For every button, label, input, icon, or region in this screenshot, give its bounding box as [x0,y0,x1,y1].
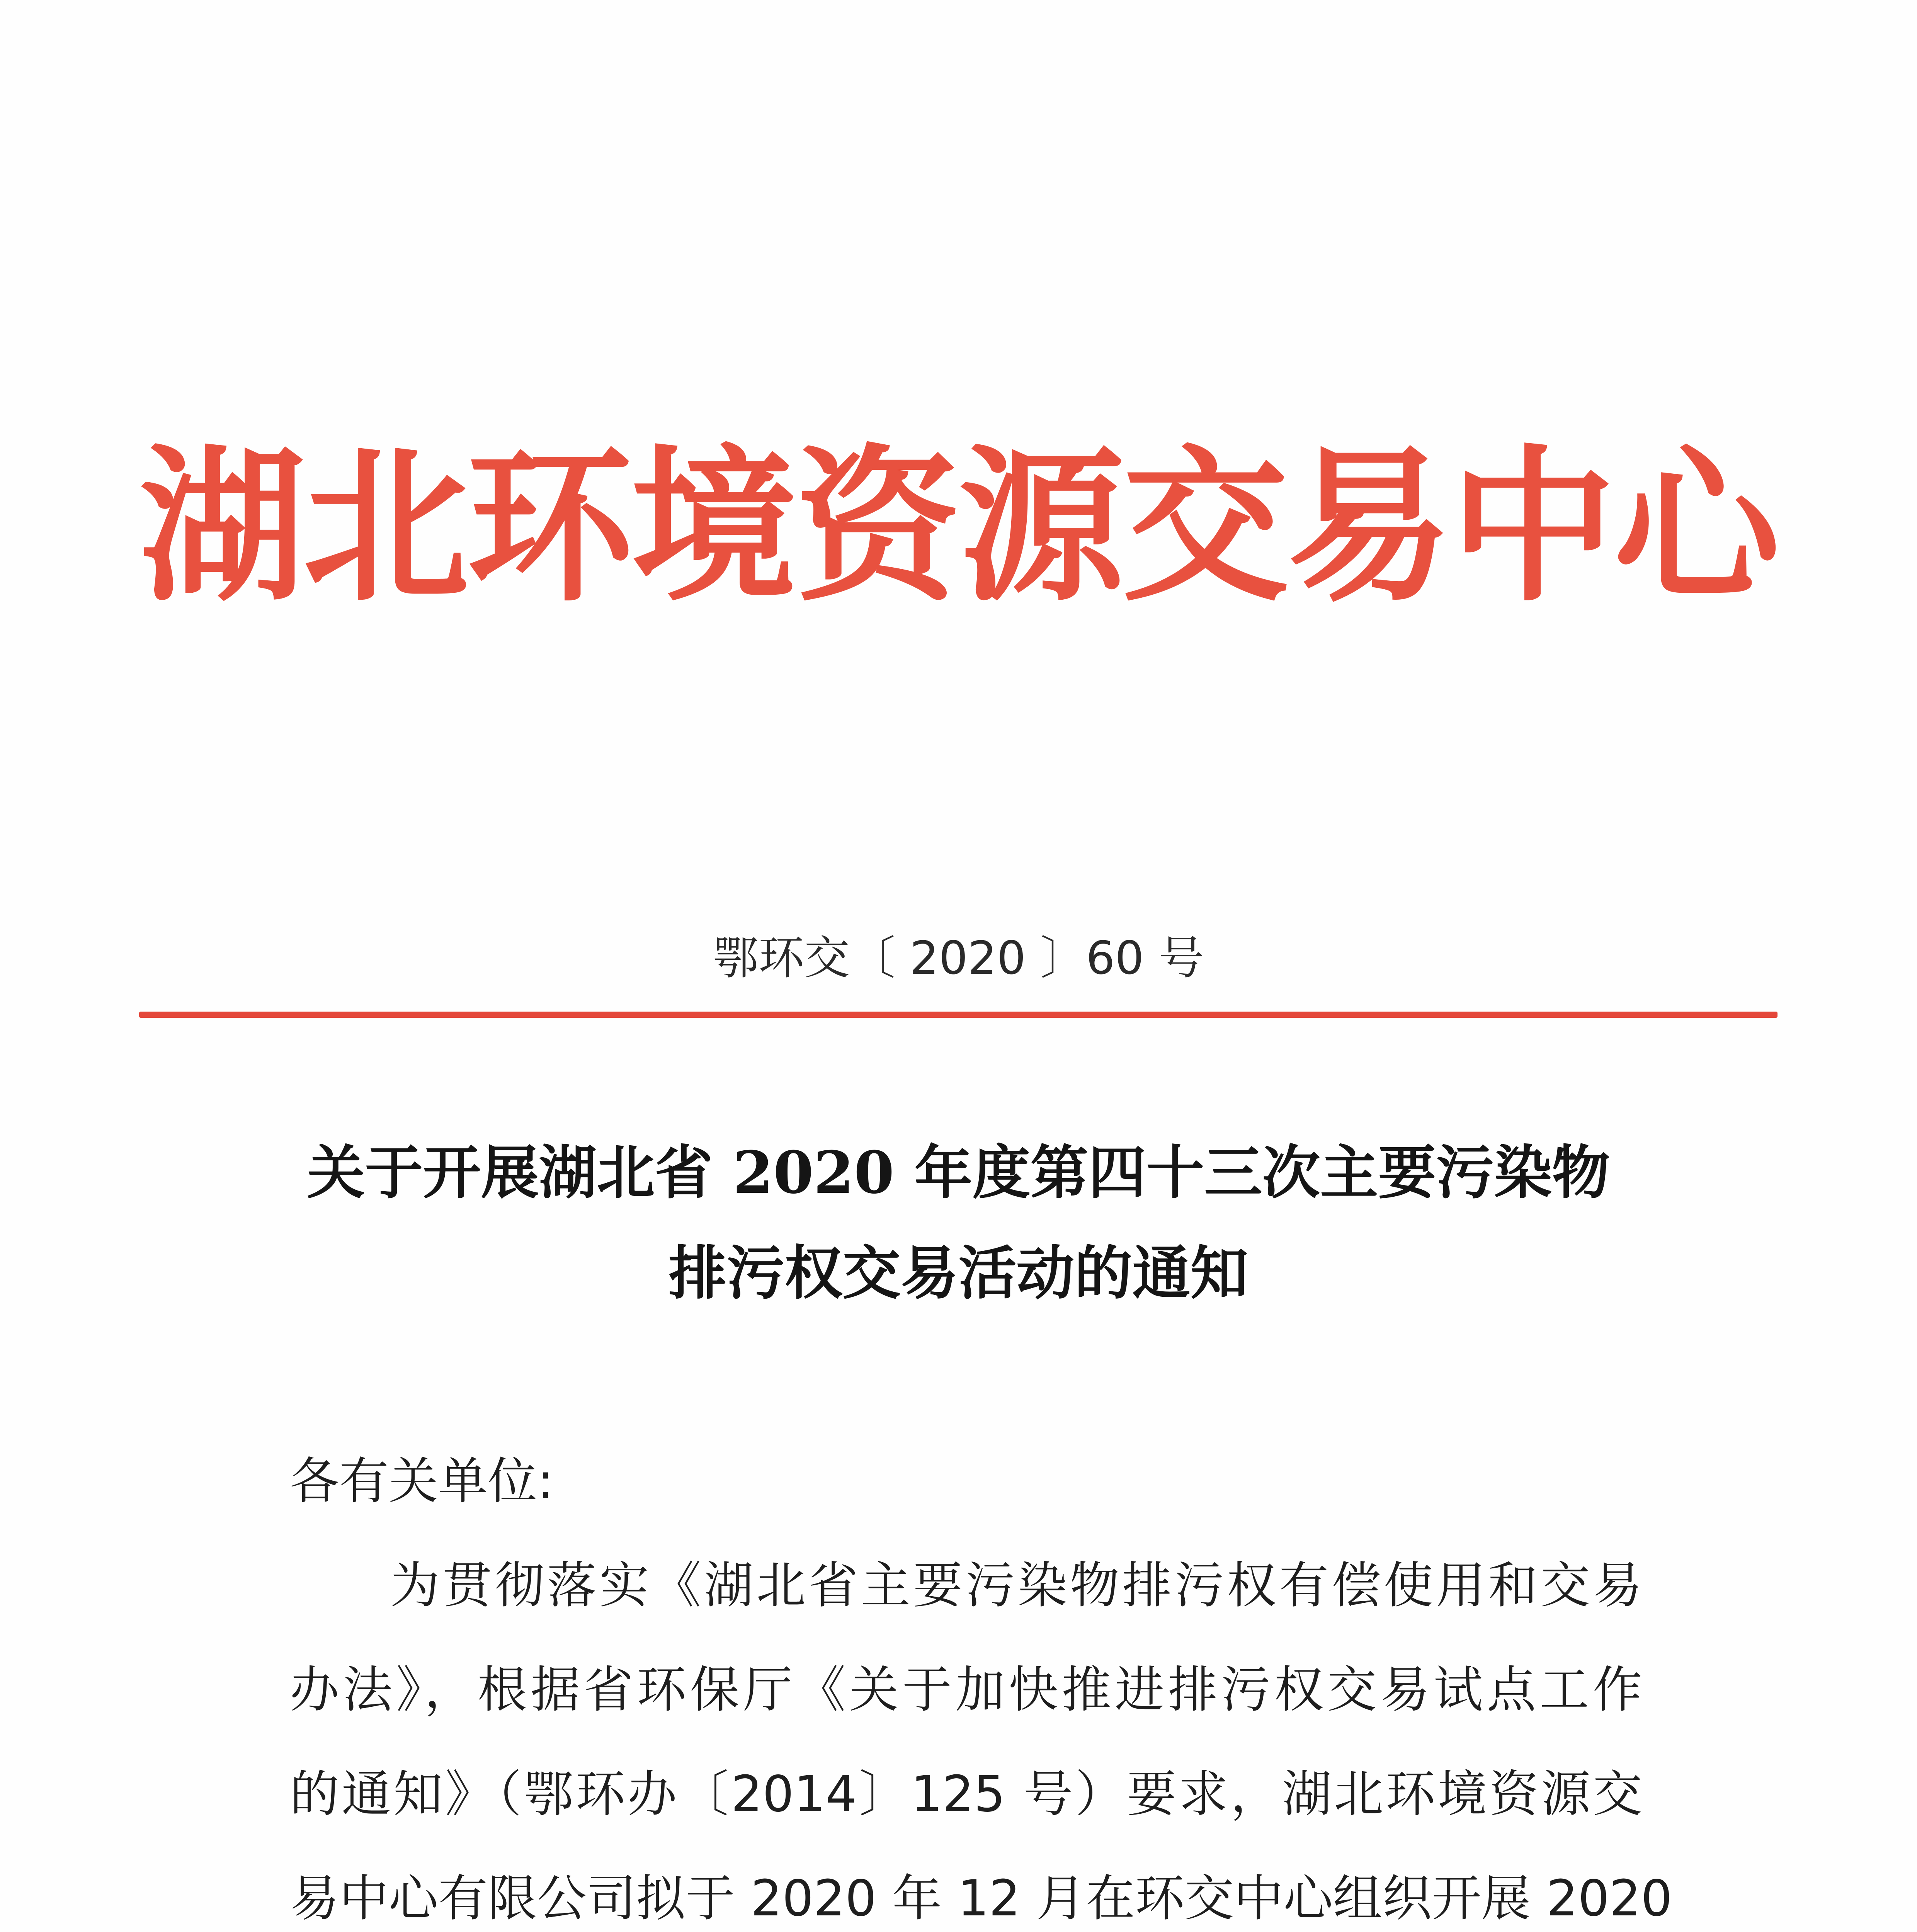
salutation: 各有关单位: [290,1452,554,1510]
masthead-organization: 湖北环境资源交易中心 [139,431,1778,624]
document-number: 鄂环交〔 2020 〕60 号 [713,931,1204,985]
paragraph-line: 办法》，根据省环保厅《关于加快推进排污权交易试点工作 [290,1661,1642,1719]
paragraph-line: 为贯彻落实《湖北省主要污染物排污权有偿使用和交易 [390,1557,1642,1614]
paragraph-line: 易中心有限公司拟于 2020 年 12 月在环交中心组织开展 2020 [290,1870,1672,1927]
paragraph-line: 的通知》（鄂环办〔2014〕125 号）要求，湖北环境资源交 [290,1765,1642,1823]
red-separator-rule [139,1012,1778,1018]
document-title-line-1: 关于开展湖北省 2020 年度第四十三次主要污染物 [307,1139,1610,1207]
document-title-line-2: 排污权交易活动的通知 [668,1239,1249,1307]
